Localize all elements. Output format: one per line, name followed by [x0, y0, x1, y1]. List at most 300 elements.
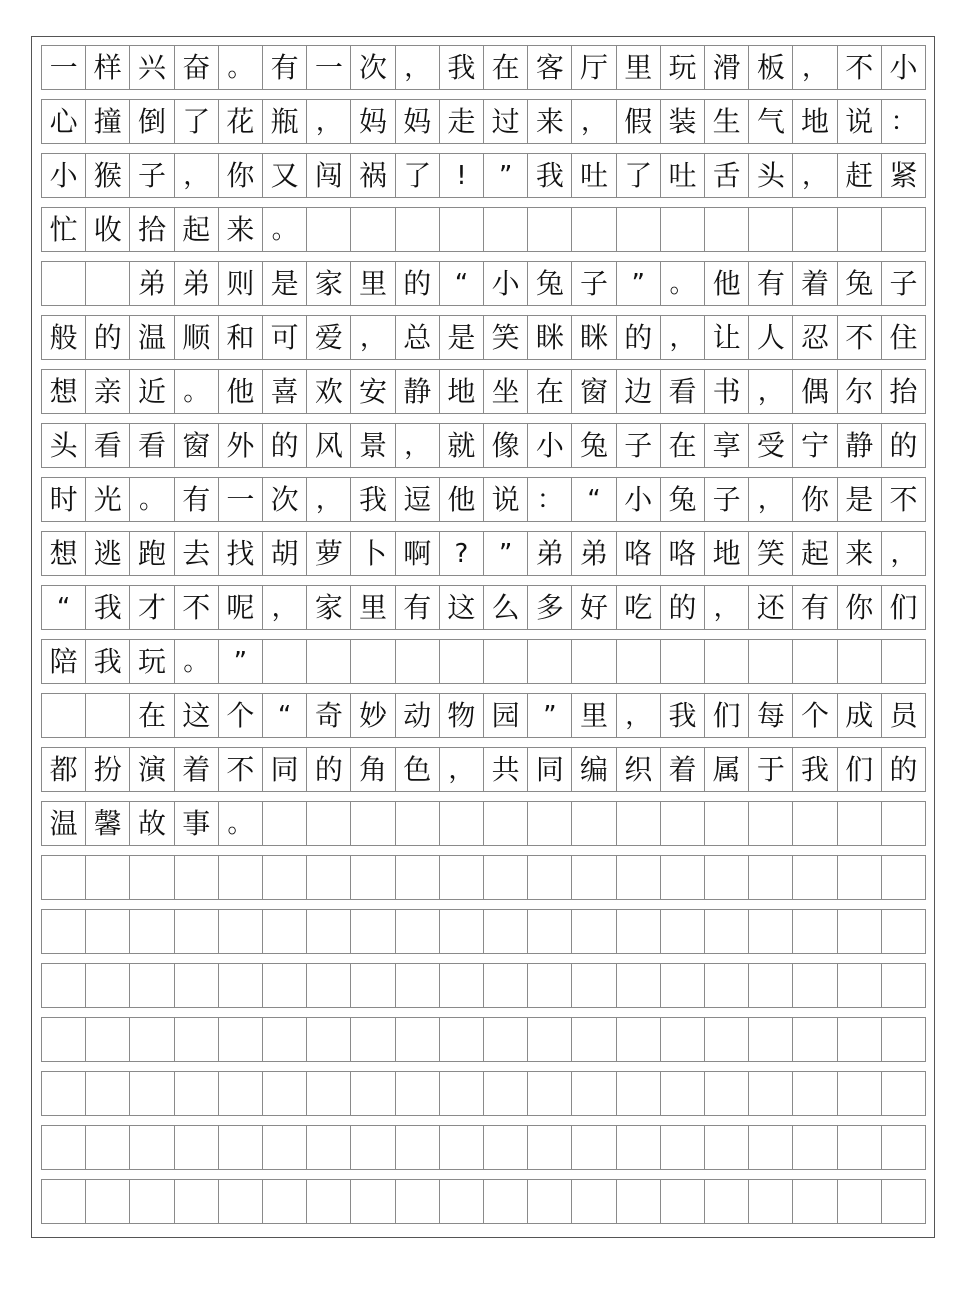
grid-cell: 们 [882, 586, 926, 629]
grid-cell [42, 964, 86, 1007]
grid-row [41, 531, 926, 576]
grid-cell [440, 856, 484, 899]
grid-cell: ， [705, 586, 749, 629]
grid-cell: 次 [351, 46, 395, 89]
grid-cell [42, 856, 86, 899]
grid-cell [440, 1018, 484, 1061]
grid-cell: 在 [661, 424, 705, 467]
grid-cell: 个 [793, 694, 837, 737]
grid-cell: 偶 [793, 370, 837, 413]
grid-cell: 小 [528, 424, 572, 467]
grid-row [41, 909, 926, 954]
grid-cell [838, 910, 882, 953]
grid-cell: 瓶 [263, 100, 307, 143]
grid-cell: 和 [219, 316, 263, 359]
grid-cell: 你 [793, 478, 837, 521]
grid-cell [705, 1018, 749, 1061]
grid-cell: 们 [838, 748, 882, 791]
grid-row [41, 1179, 926, 1224]
grid-cell [307, 802, 351, 845]
grid-cell: 般 [42, 316, 86, 359]
grid-cell [617, 1126, 661, 1169]
grid-cell [440, 964, 484, 1007]
grid-cell: 的 [263, 424, 307, 467]
grid-cell: 物 [440, 694, 484, 737]
grid-cell: 事 [175, 802, 219, 845]
grid-cell: 共 [484, 748, 528, 791]
grid-cell [307, 910, 351, 953]
grid-row [41, 801, 926, 846]
grid-cell: 喜 [263, 370, 307, 413]
grid-cell [484, 910, 528, 953]
grid-cell [263, 856, 307, 899]
grid-cell [617, 910, 661, 953]
grid-cell: 气 [749, 100, 793, 143]
grid-cell: ： [528, 478, 572, 521]
grid-cell: 色 [396, 748, 440, 791]
grid-cell: ， [882, 532, 926, 575]
grid-cell: 于 [749, 748, 793, 791]
grid-cell [484, 1126, 528, 1169]
grid-cell [396, 640, 440, 683]
grid-cell [661, 964, 705, 1007]
grid-row [41, 585, 926, 630]
grid-cell: 亲 [86, 370, 130, 413]
grid-cell: 边 [617, 370, 661, 413]
grid-cell [749, 856, 793, 899]
grid-cell [572, 964, 616, 1007]
grid-cell: 看 [86, 424, 130, 467]
grid-cell [617, 802, 661, 845]
grid-row [41, 153, 926, 198]
grid-cell: 咯 [617, 532, 661, 575]
grid-cell: 属 [705, 748, 749, 791]
grid-cell: 的 [882, 424, 926, 467]
grid-cell [617, 1018, 661, 1061]
grid-cell: ， [307, 100, 351, 143]
grid-cell [705, 1180, 749, 1223]
grid-cell [749, 1018, 793, 1061]
grid-cell: 妙 [351, 694, 395, 737]
grid-cell: 跑 [130, 532, 174, 575]
grid-cell: 享 [705, 424, 749, 467]
grid-cell: 头 [42, 424, 86, 467]
grid-cell [42, 694, 86, 737]
grid-cell [793, 1126, 837, 1169]
grid-cell [838, 1180, 882, 1223]
grid-cell: 多 [528, 586, 572, 629]
grid-cell [882, 910, 926, 953]
grid-cell [42, 1126, 86, 1169]
grid-cell: 收 [86, 208, 130, 251]
grid-cell: 么 [484, 586, 528, 629]
grid-cell: ， [749, 370, 793, 413]
grid-cell: 紧 [882, 154, 926, 197]
grid-cell [661, 208, 705, 251]
grid-cell [396, 964, 440, 1007]
grid-cell: 不 [838, 46, 882, 89]
grid-cell: 光 [86, 478, 130, 521]
grid-cell [307, 964, 351, 1007]
grid-cell: 小 [617, 478, 661, 521]
grid-cell: 胡 [263, 532, 307, 575]
grid-cell [219, 856, 263, 899]
grid-cell [440, 640, 484, 683]
grid-cell [484, 1180, 528, 1223]
grid-cell: 一 [307, 46, 351, 89]
grid-cell [396, 1180, 440, 1223]
grid-cell: 走 [440, 100, 484, 143]
grid-cell: 书 [705, 370, 749, 413]
grid-cell: 兴 [130, 46, 174, 89]
grid-cell: 有 [396, 586, 440, 629]
grid-row [41, 477, 926, 522]
grid-cell: 角 [351, 748, 395, 791]
grid-cell: 说 [838, 100, 882, 143]
grid-cell: 温 [130, 316, 174, 359]
grid-cell [749, 1180, 793, 1223]
grid-cell [528, 1180, 572, 1223]
grid-cell [793, 208, 837, 251]
grid-cell [793, 910, 837, 953]
grid-cell [882, 964, 926, 1007]
grid-cell [838, 856, 882, 899]
grid-cell: 地 [440, 370, 484, 413]
grid-cell: ” [484, 532, 528, 575]
grid-cell: ， [793, 154, 837, 197]
grid-cell: 总 [396, 316, 440, 359]
grid-cell: “ [440, 262, 484, 305]
grid-cell: 妈 [351, 100, 395, 143]
grid-cell: 起 [793, 532, 837, 575]
grid-cell [882, 640, 926, 683]
grid-cell: ， [661, 316, 705, 359]
grid-cell: 看 [130, 424, 174, 467]
grid-cell: 厅 [572, 46, 616, 89]
grid-cell: “ [263, 694, 307, 737]
grid-cell: 起 [175, 208, 219, 251]
grid-cell [572, 802, 616, 845]
grid-row [41, 693, 926, 738]
grid-cell: ， [175, 154, 219, 197]
grid-cell: 他 [440, 478, 484, 521]
grid-cell: 他 [219, 370, 263, 413]
grid-cell [528, 1126, 572, 1169]
grid-cell [572, 208, 616, 251]
grid-cell: 我 [661, 694, 705, 737]
grid-cell [219, 1072, 263, 1115]
grid-cell [793, 802, 837, 845]
grid-cell: 逃 [86, 532, 130, 575]
grid-cell [705, 856, 749, 899]
grid-cell: 不 [882, 478, 926, 521]
grid-cell: ， [793, 46, 837, 89]
grid-cell: 次 [263, 478, 307, 521]
grid-cell [351, 1126, 395, 1169]
grid-cell: 弟 [572, 532, 616, 575]
grid-cell: 这 [175, 694, 219, 737]
grid-cell [351, 856, 395, 899]
grid-cell: 弟 [175, 262, 219, 305]
grid-cell: ， [396, 46, 440, 89]
grid-cell: ， [572, 100, 616, 143]
grid-cell: 装 [661, 100, 705, 143]
grid-cell [351, 1072, 395, 1115]
grid-cell: 不 [838, 316, 882, 359]
grid-cell: 一 [42, 46, 86, 89]
grid-cell [838, 208, 882, 251]
grid-cell: 欢 [307, 370, 351, 413]
grid-cell: 里 [572, 694, 616, 737]
grid-cell [175, 856, 219, 899]
grid-cell: 头 [749, 154, 793, 197]
grid-cell: 窗 [175, 424, 219, 467]
grid-cell [749, 910, 793, 953]
grid-cell [351, 208, 395, 251]
grid-cell [793, 1180, 837, 1223]
grid-cell: 家 [307, 586, 351, 629]
grid-cell [130, 1180, 174, 1223]
grid-cell: 的 [307, 748, 351, 791]
grid-cell: 小 [42, 154, 86, 197]
grid-cell [307, 1072, 351, 1115]
grid-cell: 逗 [396, 478, 440, 521]
grid-cell: 我 [86, 586, 130, 629]
grid-cell: 吐 [661, 154, 705, 197]
grid-row [41, 1071, 926, 1116]
grid-cell: 有 [793, 586, 837, 629]
grid-cell [440, 802, 484, 845]
grid-cell: 子 [130, 154, 174, 197]
grid-cell [307, 856, 351, 899]
grid-cell: 我 [528, 154, 572, 197]
grid-cell: 眯 [572, 316, 616, 359]
grid-cell: 子 [617, 424, 661, 467]
grid-cell [351, 640, 395, 683]
grid-cell: 了 [175, 100, 219, 143]
grid-cell: 坐 [484, 370, 528, 413]
grid-cell [484, 208, 528, 251]
grid-cell [307, 1180, 351, 1223]
grid-cell: 同 [263, 748, 307, 791]
grid-row [41, 423, 926, 468]
grid-cell: 子 [882, 262, 926, 305]
grid-cell [42, 1018, 86, 1061]
grid-cell [175, 1072, 219, 1115]
grid-cell: 员 [882, 694, 926, 737]
grid-cell: 笑 [749, 532, 793, 575]
grid-cell [572, 1072, 616, 1115]
grid-cell: 你 [219, 154, 263, 197]
grid-cell [484, 1018, 528, 1061]
grid-cell: 着 [661, 748, 705, 791]
grid-cell: 我 [86, 640, 130, 683]
grid-cell [617, 640, 661, 683]
grid-cell: 像 [484, 424, 528, 467]
grid-cell: 景 [351, 424, 395, 467]
grid-cell [351, 1180, 395, 1223]
grid-cell [219, 1018, 263, 1061]
grid-cell: 去 [175, 532, 219, 575]
grid-cell [661, 910, 705, 953]
grid-cell [572, 640, 616, 683]
grid-cell [528, 1072, 572, 1115]
grid-cell [86, 1018, 130, 1061]
grid-cell [440, 208, 484, 251]
grid-cell: 有 [175, 478, 219, 521]
grid-cell [263, 964, 307, 1007]
grid-cell: 我 [440, 46, 484, 89]
grid-cell: 馨 [86, 802, 130, 845]
grid-cell [749, 1072, 793, 1115]
grid-cell [484, 802, 528, 845]
grid-row [41, 1017, 926, 1062]
grid-cell: 让 [705, 316, 749, 359]
grid-cell [130, 1126, 174, 1169]
grid-cell: 里 [351, 586, 395, 629]
grid-cell: 受 [749, 424, 793, 467]
grid-cell [440, 1126, 484, 1169]
grid-cell [175, 1126, 219, 1169]
grid-cell: 弟 [528, 532, 572, 575]
grid-cell [528, 964, 572, 1007]
grid-cell: 妈 [396, 100, 440, 143]
grid-row [41, 315, 926, 360]
grid-cell: 这 [440, 586, 484, 629]
grid-cell [263, 802, 307, 845]
grid-cell: 撞 [86, 100, 130, 143]
grid-cell: 。 [175, 640, 219, 683]
grid-cell: 过 [484, 100, 528, 143]
grid-cell: ， [351, 316, 395, 359]
grid-cell: 了 [396, 154, 440, 197]
grid-cell [793, 1018, 837, 1061]
grid-cell [572, 1018, 616, 1061]
grid-cell: 在 [528, 370, 572, 413]
grid-cell [705, 802, 749, 845]
grid-cell: 里 [351, 262, 395, 305]
grid-cell [793, 640, 837, 683]
grid-cell [175, 964, 219, 1007]
grid-cell [263, 1180, 307, 1223]
grid-cell: 啊 [396, 532, 440, 575]
grid-cell [572, 856, 616, 899]
grid-row [41, 261, 926, 306]
grid-cell: 里 [617, 46, 661, 89]
grid-cell: 找 [219, 532, 263, 575]
grid-cell [86, 694, 130, 737]
grid-cell [307, 208, 351, 251]
grid-cell [661, 802, 705, 845]
grid-cell: 宁 [793, 424, 837, 467]
grid-cell: 同 [528, 748, 572, 791]
grid-cell: 的 [86, 316, 130, 359]
grid-cell: 我 [793, 748, 837, 791]
grid-cell: 。 [219, 802, 263, 845]
grid-cell: 可 [263, 316, 307, 359]
grid-cell [175, 1018, 219, 1061]
grid-cell [396, 1018, 440, 1061]
grid-cell: 的 [661, 586, 705, 629]
grid-cell: 都 [42, 748, 86, 791]
grid-cell: 爱 [307, 316, 351, 359]
grid-cell: 又 [263, 154, 307, 197]
grid-cell: 织 [617, 748, 661, 791]
grid-cell: ： [882, 100, 926, 143]
grid-cell [175, 1180, 219, 1223]
grid-cell [882, 1180, 926, 1223]
grid-cell [617, 1180, 661, 1223]
grid-cell: 闯 [307, 154, 351, 197]
grid-cell [219, 964, 263, 1007]
grid-cell: 地 [793, 100, 837, 143]
grid-cell: 一 [219, 478, 263, 521]
grid-cell: 就 [440, 424, 484, 467]
grid-cell [661, 1126, 705, 1169]
grid-cell: 静 [838, 424, 882, 467]
grid-cell: 着 [793, 262, 837, 305]
grid-cell: ， [307, 478, 351, 521]
grid-cell: 的 [617, 316, 661, 359]
grid-cell: ! [440, 154, 484, 197]
grid-cell [528, 640, 572, 683]
grid-cell: 是 [838, 478, 882, 521]
grid-cell: 眯 [528, 316, 572, 359]
grid-cell: 来 [219, 208, 263, 251]
grid-cell [793, 856, 837, 899]
grid-cell: 。 [263, 208, 307, 251]
grid-cell [484, 856, 528, 899]
grid-cell [440, 1072, 484, 1115]
grid-cell: 假 [617, 100, 661, 143]
grid-cell [130, 964, 174, 1007]
grid-cell [42, 262, 86, 305]
grid-cell [528, 802, 572, 845]
grid-cell: 小 [882, 46, 926, 89]
grid-cell: 兔 [572, 424, 616, 467]
grid-cell: 有 [749, 262, 793, 305]
grid-cell: 笑 [484, 316, 528, 359]
grid-cell: 萝 [307, 532, 351, 575]
grid-cell: 兔 [838, 262, 882, 305]
grid-cell: 好 [572, 586, 616, 629]
grid-cell [440, 1180, 484, 1223]
grid-cell [396, 1072, 440, 1115]
grid-cell [705, 964, 749, 1007]
grid-cell [86, 262, 130, 305]
grid-cell: ， [263, 586, 307, 629]
grid-cell [528, 910, 572, 953]
grid-cell [130, 910, 174, 953]
grid-cell [351, 910, 395, 953]
grid-row [41, 99, 926, 144]
grid-cell: 心 [42, 100, 86, 143]
grid-cell [838, 1018, 882, 1061]
composition-grid [41, 45, 926, 1233]
grid-cell [749, 802, 793, 845]
grid-cell: 忙 [42, 208, 86, 251]
grid-cell: ” [617, 262, 661, 305]
grid-cell: 地 [705, 532, 749, 575]
grid-cell [175, 910, 219, 953]
grid-cell [793, 964, 837, 1007]
grid-cell [42, 1072, 86, 1115]
grid-cell: 来 [838, 532, 882, 575]
grid-cell: 生 [705, 100, 749, 143]
grid-cell: 故 [130, 802, 174, 845]
grid-cell: 演 [130, 748, 174, 791]
grid-cell [307, 640, 351, 683]
